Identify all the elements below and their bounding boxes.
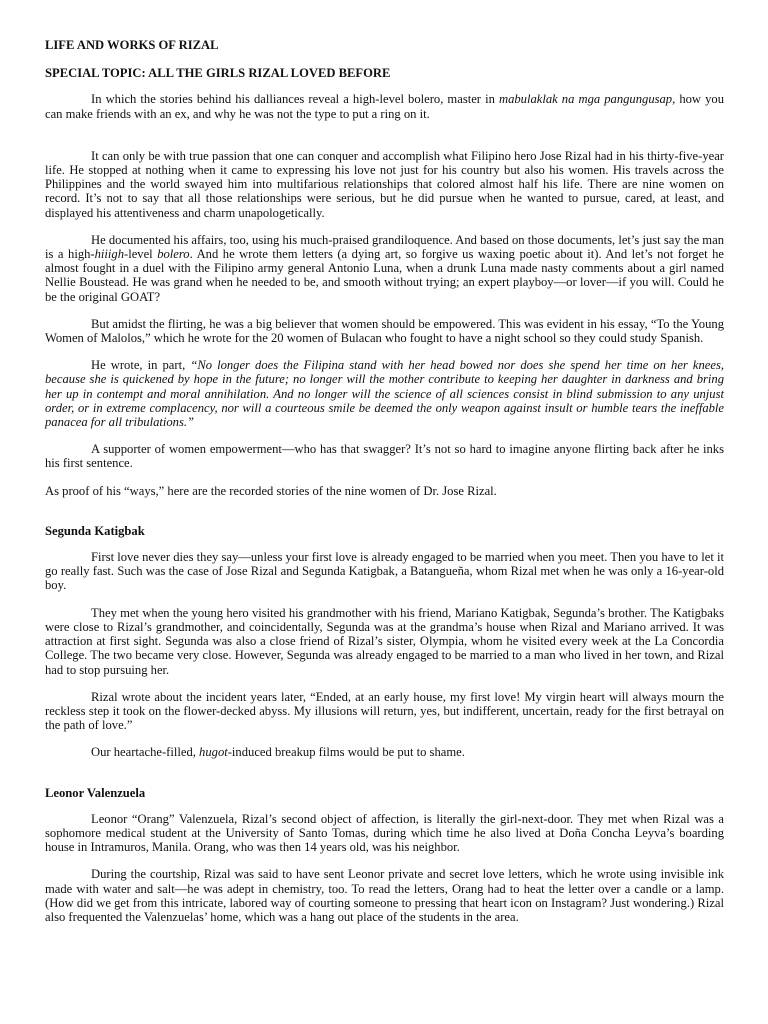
essay-quote: “No longer does the Filipina stand with her head bowed nor does she spend her time on her knees, because she is quickened by hope in the future; no longer will the mother contribute to keeping her daughter in darkness and bring her up in contempt and moral annihilation. And no longer will the science of all sciences consist in blind submission to any unjust order, or in extreme complacency, nor will a courteous smile be deemed the only weapon against insult or humble tears the ineffable panacea for all tribulations.”	[45, 358, 725, 430]
body-paragraph-6: As proof of his “ways,” here are the recorded stories of the nine women of Dr. Jose Rizal.	[45, 483, 497, 498]
segunda-paragraph-2: They met when the young hero visited his grandmother with his friend, Mariano Katigbak, Segunda’s brother. The Katigbaks were close to Rizal’s grandmother, and coincidentally, Segunda was at the grandma’s house when Rizal and Mariano arrived. It was attraction at first sight. Segunda was also a close friend of Rizal’s sister, Olympia, whom he visited every week at the La Concordia College. The two became very close. However, Segunda was already engaged to be married to a man who lived in her town, and Rizal had to stop pursuing her.	[45, 605, 724, 677]
special-topic-heading: SPECIAL TOPIC: ALL THE GIRLS RIZAL LOVED BEFORE	[45, 66, 391, 81]
section-heading-leonor: Leonor Valenzuela	[45, 785, 146, 800]
body-paragraph-1: It can only be with true passion that one can conquer and accomplish what Filipino hero Jose Rizal had in his thirty-five-year life. He stopped at nothing when it came to expressing his love not just for his country but also his women. His travels across the Philippines and the world swayed him into multifarious relationships that colored almost half his life. There are nine women on record. It’s not to say that all those relationships were serious, but he did pursue when he wanted to pursue, cared, at least, and displayed his attentiveness and charm unapologetically.	[45, 148, 724, 220]
body-paragraph-4: He wrote, in part, “No longer does the Filipina stand with her head bowed nor does she spend her time on her knees, because she is quickened by hope in the future; no longer will the mother contribute to keeping her daughter in darkness and bring her up in contempt and moral annihilation. And no longer will the science of all sciences consist in blind submission to any unjust order, or in extreme complacency, nor will a courteous smile be deemed the only weapon against insult or humble tears the ineffable panacea for all tribulations.”	[45, 358, 725, 430]
section-heading-segunda: Segunda Katigbak	[45, 523, 145, 538]
segunda-paragraph-4: Our heartache-filled, hugot-induced breakup films would be put to shame.	[91, 745, 465, 760]
segunda-paragraph-1: First love never dies they say—unless your first love is already engaged to be married when you meet. Then you have to let it go really fast. Such was the case of Jose Rizal and Segunda Katigbak, a Batangueña, whom Rizal met when he was only a 16-year-old boy.	[45, 550, 724, 593]
body-paragraph-2: He documented his affairs, too, using his much-praised grandiloquence. And based on those documents, let’s just say the man is a high-hiiigh-level bolero. And he wrote them letters (a dying art, so forgive us waxing poetic about it). And let’s not forget he almost fought in a duel with the Filipino army general Antonio Luna, when a drunk Luna made nasty comments about a girl named Nellie Boustead. He was grand when he needed to be, and smooth without trying; an expert playboy—or lover—if you will. Could he be the original GOAT?	[45, 232, 724, 304]
segunda-paragraph-3: Rizal wrote about the incident years later, “Ended, at an early house, my first love! My virgin heart will always mourn the reckless step it took on the flower-decked abyss. My illusions will return, yes, but indifferent, uncertain, ready for the first betrayal on the path of love.”	[45, 689, 724, 733]
body-paragraph-3: But amidst the flirting, he was a big believer that women should be empowered. This was evident in his essay, “To the Young Women of Malolos,” which he wrote for the 20 women of Bulacan who fought to have a night school so they could study Spanish.	[45, 316, 724, 346]
leonor-paragraph-1: Leonor “Orang” Valenzuela, Rizal’s second object of affection, is literally the girl-next-door. They met when Rizal was a sophomore medical student at the University of Santo Tomas, during which time he also lived at Doña Concha Leyva’s boarding house in Intramuros, Manila. Orang, who was then 14 years old, was his neighbor.	[45, 811, 724, 855]
leonor-paragraph-2: During the courtship, Rizal was said to have sent Leonor private and secret love letters, which he wrote using invisible ink made with water and salt—he was adept in chemistry, too. To read the letters, Orang had to heat the letter over a candle or a lamp. (How did we get from this intricate, labored way of courting someone to pressing that heart icon on Instagram? Just wondering.) Rizal also frequented the Valenzuelas’ home, which was a hang out place of the students in the area.	[45, 867, 724, 924]
document-title: LIFE AND WORKS OF RIZAL	[45, 38, 219, 52]
intro-paragraph: In which the stories behind his dalliances reveal a high-level bolero, master in mabulaklak na mga pangungusap, how you can make friends with an ex, and why he was not the type to put a ring on it.	[45, 92, 724, 121]
body-paragraph-5: A supporter of women empowerment—who has that swagger? It’s not so hard to imagine anyone flirting back after he inks his first sentence.	[45, 442, 724, 471]
